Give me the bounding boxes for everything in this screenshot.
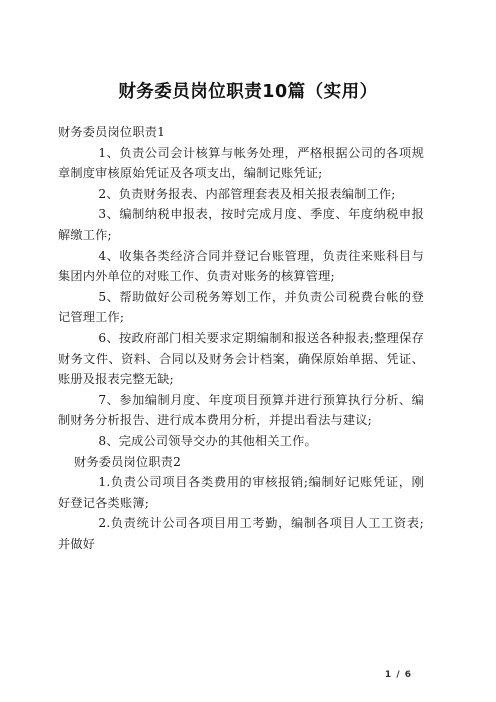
- list-item: 3、编制纳税申报表，按时完成月度、季度、年度纳税申报解缴工作;: [58, 207, 424, 242]
- list-item: 5、帮助做好公司税务筹划工作，并负责公司税费台帐的登记管理工作;: [58, 289, 424, 325]
- list-item: 1、负责公司会计核算与帐务处理，严格根据公司的各项规章制度审核原始凭证及各项支出，编制记账凭证;: [58, 145, 424, 181]
- document-title: 财务委员岗位职责10篇（实用）: [118, 82, 378, 102]
- list-item: 2.负责统计公司各项目用工考勤，编制各项目人工工资表;并做好: [58, 516, 424, 551]
- page-number: 1 / 6: [384, 670, 412, 680]
- list-item: 4、收集各类经济合同并登记台账管理，负责往来账科目与集团内外单位的对账工作、负责对账务的核算管理;: [58, 248, 424, 284]
- list-item: 6、按政府部门相关要求定期编制和报送各种报表;整理保存财务文件、资料、合同以及财务会计档案，确保原始单据、凭证、账册及报表完整无缺;: [58, 330, 424, 387]
- list-item: 2、负责财务报表、内部管理套表及相关报表编制工作;: [98, 186, 396, 201]
- list-item: 8、完成公司领导交办的其他相关工作。: [98, 433, 317, 448]
- document-body: [58, 122, 424, 554]
- list-item: 7、参加编制月度、年度项目预算并进行预算执行分析、编制财务分析报告、进行成本费用分析，并提出看法与建议;: [58, 392, 424, 428]
- list-item: 1.负责公司项目各类费用的审核报销;编制好记账凭证，刚好登记各类账簿;: [58, 475, 424, 510]
- section-heading: 财务委员岗位职责1: [58, 125, 166, 139]
- section-heading: 财务委员岗位职责2: [74, 454, 182, 469]
